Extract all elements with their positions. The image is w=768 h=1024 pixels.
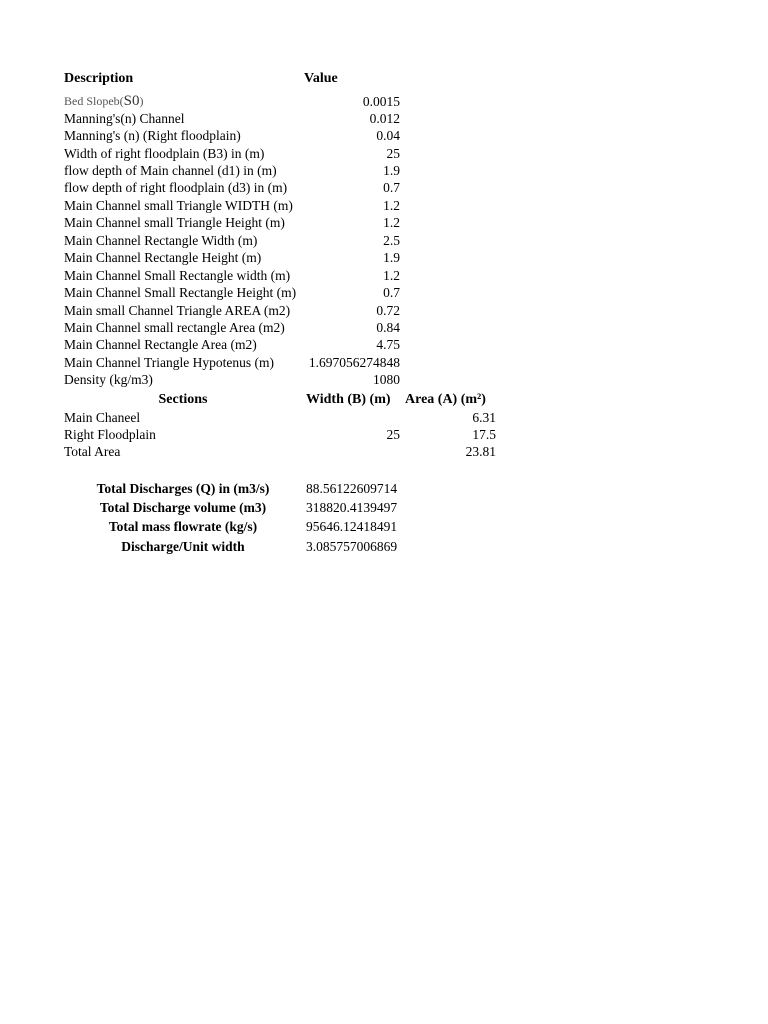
section-label-main-channel: Main Chaneel xyxy=(64,410,141,425)
param-label-mannings-channel: Manning's(n) Channel xyxy=(64,111,185,126)
width-header: Width (B) (m) xyxy=(306,392,391,407)
param-value-floodplain-width: 25 xyxy=(386,146,400,161)
section-area-total-area: 23.81 xyxy=(465,444,496,459)
bed-slope-label xyxy=(64,92,144,110)
param-label-mannings-floodplain: Manning's (n) (Right floodplain) xyxy=(64,128,241,143)
total-mass-flowrate-value: 95646.12418491 xyxy=(306,519,398,534)
value-header: Value xyxy=(304,71,338,86)
param-label-small-rectangle-area: Main Channel small rectangle Area (m2) xyxy=(64,320,285,335)
section-label-right-floodplain: Right Floodplain xyxy=(64,427,156,442)
param-value-main-channel-depth: 1.9 xyxy=(383,163,400,178)
param-value-rectangle-width: 2.5 xyxy=(383,233,400,248)
param-label-triangle-hypotenuse: Main Channel Triangle Hypotenus (m) xyxy=(64,355,274,370)
param-value-triangle-hypotenuse: 1.697056274848 xyxy=(308,355,400,370)
bed-slope-label-prefix: Bed Slopeb( xyxy=(64,94,124,108)
total-discharge-label: Total Discharges (Q) in (m3/s) xyxy=(96,481,270,496)
section-area-right-floodplain: 17.5 xyxy=(472,427,496,442)
param-label-floodplain-width: Width of right floodplain (B3) in (m) xyxy=(64,146,265,161)
param-value-floodplain-depth: 0.7 xyxy=(383,180,400,195)
bed-slope-label-suffix: ) xyxy=(139,94,144,108)
area-header: Area (A) (m²) xyxy=(405,392,486,407)
param-label-small-rectangle-width: Main Channel Small Rectangle width (m) xyxy=(64,268,291,283)
param-label-triangle-height: Main Channel small Triangle Height (m) xyxy=(64,215,285,230)
discharge-unit-width-label: Discharge/Unit width xyxy=(121,539,245,554)
section-label-total-area: Total Area xyxy=(64,444,121,459)
sections-header: Sections xyxy=(158,392,208,407)
param-value-density: 1080 xyxy=(373,372,400,387)
param-label-floodplain-depth: flow depth of right floodplain (d3) in (m) xyxy=(64,180,288,195)
param-value-triangle-width: 1.2 xyxy=(383,198,400,213)
bed-slope-symbol: S0 xyxy=(123,93,140,109)
total-volume-value: 318820.4139497 xyxy=(306,500,398,515)
param-label-triangle-area: Main small Channel Triangle AREA (m2) xyxy=(64,303,291,318)
param-value-small-rectangle-width: 1.2 xyxy=(383,268,400,283)
param-label-rectangle-area: Main Channel Rectangle Area (m2) xyxy=(64,337,257,352)
param-value-rectangle-height: 1.9 xyxy=(383,250,400,265)
discharge-unit-width-value: 3.085757006869 xyxy=(306,539,398,554)
param-value-rectangle-area: 4.75 xyxy=(376,337,400,352)
param-value-mannings-channel: 0.012 xyxy=(369,111,400,126)
description-header: Description xyxy=(64,71,134,86)
param-value-mannings-floodplain: 0.04 xyxy=(376,128,400,143)
total-mass-flowrate-label: Total mass flowrate (kg/s) xyxy=(108,519,258,534)
param-value-small-rectangle-height: 0.7 xyxy=(383,285,400,300)
param-value-triangle-height: 1.2 xyxy=(383,215,400,230)
param-value-small-rectangle-area: 0.84 xyxy=(376,320,400,335)
param-value-triangle-area: 0.72 xyxy=(376,303,400,318)
param-label-main-channel-depth: flow depth of Main channel (d1) in (m) xyxy=(64,163,277,178)
section-area-main-channel: 6.31 xyxy=(472,410,496,425)
param-label-density: Density (kg/m3) xyxy=(64,372,153,387)
section-width-right-floodplain: 25 xyxy=(386,427,400,442)
param-label-rectangle-width: Main Channel Rectangle Width (m) xyxy=(64,233,258,248)
param-label-triangle-width: Main Channel small Triangle WIDTH (m) xyxy=(64,198,293,213)
bed-slope-value: 0.0015 xyxy=(362,94,400,109)
total-discharge-value: 88.56122609714 xyxy=(306,481,398,496)
param-label-rectangle-height: Main Channel Rectangle Height (m) xyxy=(64,250,262,265)
total-volume-label: Total Discharge volume (m3) xyxy=(99,500,267,515)
param-label-small-rectangle-height: Main Channel Small Rectangle Height (m) xyxy=(64,285,297,300)
